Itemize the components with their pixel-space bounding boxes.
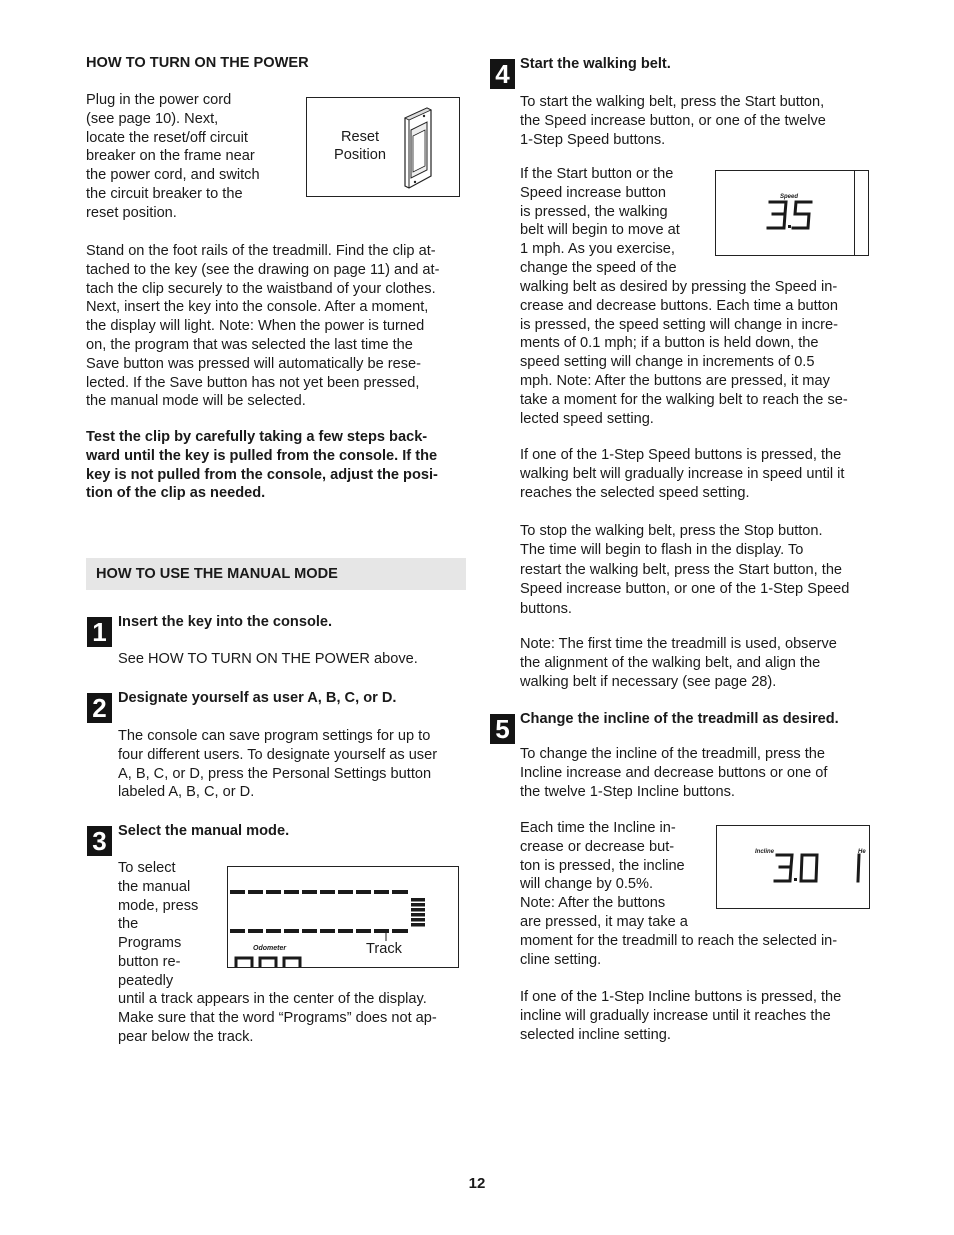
power-heading: HOW TO TURN ON THE POWER [86, 55, 309, 71]
manual-heading: HOW TO USE THE MANUAL MODE [96, 566, 338, 582]
text-line: is pressed, the walking [520, 203, 668, 220]
speed-label: Speed [780, 194, 799, 200]
text-line: If the Start button or the [520, 166, 674, 182]
section-band [86, 558, 466, 590]
step-5-paragraph-2-wide [520, 932, 870, 970]
text-line: ton is pressed, the incline [520, 857, 685, 874]
text-line: Speed increase button, or one of the 1-Step Speed [520, 581, 850, 598]
text-line: belt will begin to move at [520, 222, 680, 239]
text-line: Programs [118, 935, 182, 952]
text-line: Incline increase and decrease buttons or one of [520, 764, 828, 781]
text-line: Each time the Incline in- [520, 820, 676, 836]
step-5-paragraph-2-narrow [520, 819, 710, 932]
step-1-number: 1 [87, 617, 112, 647]
step-4-title: Start the walking belt. [520, 56, 671, 72]
text-line: crease and decrease buttons. Each time a button [520, 297, 839, 314]
text-line: restart the walking belt, press the Start button, the [520, 561, 843, 578]
speed-display-divider [854, 171, 855, 255]
text-line: four different users. To designate yourself as user [118, 746, 438, 763]
text-line: the manual mode will be selected. [86, 393, 306, 410]
text-line: tach the clip securely to the waistband of your clothes. [86, 280, 436, 297]
text-line: (see page 10). Next, [86, 110, 219, 127]
step-3-text-wide [118, 990, 468, 1046]
incline-display-figure [716, 825, 870, 909]
step-4-paragraph-3 [520, 446, 870, 502]
step-5-title: Change the incline of the treadmill as desired. [520, 711, 839, 727]
text-line: the power cord, and switch [86, 167, 260, 184]
text-line: A, B, C, or D, press the Personal Settings button [118, 765, 432, 782]
text-line: To stop the walking belt, press the Stop button. [520, 523, 823, 539]
step-4-paragraph-1 [520, 93, 870, 149]
step-1-title: Insert the key into the console. [118, 614, 333, 630]
text-line: Test the clip by carefully taking a few steps back- [86, 429, 428, 445]
text-line: is pressed, the speed setting will change in incre- [520, 316, 838, 333]
text-line: button re- [118, 953, 181, 970]
power-paragraph-2 [86, 242, 466, 411]
text-line: pear below the track. [118, 1028, 254, 1045]
text-line: mph. Note: After the buttons are pressed, it may [520, 372, 830, 389]
text-line: peatedly [118, 972, 174, 989]
text-line: Make sure that the word “Programs” does not ap- [118, 1009, 437, 1026]
circuit-breaker-icon [397, 104, 459, 192]
step-5-paragraph-3 [520, 988, 870, 1044]
step-4-paragraph-2-wide [520, 278, 870, 428]
text-line: walking belt will gradually increase in speed until it [520, 465, 845, 482]
text-line: tached to the key (see the drawing on page 11) and at- [86, 261, 440, 278]
text-line: ments of 0.1 mph; if a button is held down, the [520, 335, 819, 352]
text-line: To start the walking belt, press the Start button, [520, 94, 825, 110]
text-line: Plug in the power cord [86, 92, 232, 108]
text-line: If one of the 1-Step Speed buttons is pressed, the [520, 447, 842, 463]
text-line: 1 mph. As you exercise, [520, 241, 675, 258]
text-line: crease or decrease but- [520, 838, 675, 855]
text-line: The console can save program settings for up to [118, 728, 431, 744]
text-line: the circuit breaker to the [86, 185, 243, 202]
text-line: breaker on the frame near [86, 148, 255, 165]
speed-lcd-digits [766, 199, 816, 233]
step-4-paragraph-5 [520, 635, 870, 691]
step-4-paragraph-4 [520, 522, 870, 619]
text-line: 1-Step Speed buttons. [520, 131, 666, 148]
incline-label: Incline [755, 849, 775, 855]
text-line: The time will begin to flash in the display. To [520, 542, 804, 559]
figure-label-position: Position [334, 147, 386, 163]
text-line: walking belt as desired by pressing the Speed in- [520, 279, 838, 295]
text-line: mode, press [118, 897, 199, 914]
text-line: To select [118, 860, 176, 876]
step-2-text [118, 727, 468, 802]
speed-display-figure [715, 170, 869, 256]
step-4-number: 4 [490, 59, 515, 89]
text-line: Speed increase button [520, 184, 667, 201]
text-line: cline setting. [520, 951, 602, 968]
text-line: tion of the clip as needed. [86, 485, 266, 502]
text-line: reset position. [86, 204, 177, 221]
odometer-label: Odometer [253, 945, 287, 952]
text-line: key is not pulled from the console, adjust the posi- [86, 466, 438, 483]
text-line: If one of the 1-Step Incline buttons is pressed, the [520, 989, 842, 1005]
text-line: Stand on the foot rails of the treadmill. Find the clip at- [86, 243, 436, 259]
step-3-text-narrow [118, 859, 218, 991]
text-line: ward until the key is pulled from the console. If the [86, 447, 438, 464]
text-line: labeled A, B, C, or D. [118, 784, 255, 801]
step-5-paragraph-1 [520, 745, 870, 801]
text-line: take a moment for the walking belt to reach the se- [520, 391, 848, 408]
text-line: Save button was pressed will automatically be rese- [86, 355, 422, 372]
text-line: the display will light. Note: When the power is turned [86, 318, 425, 335]
power-warning [86, 428, 466, 503]
page-number: 12 [468, 1175, 486, 1192]
step-3-title: Select the manual mode. [118, 823, 290, 839]
track-display-figure [227, 866, 459, 968]
text-line: reaches the selected speed setting. [520, 484, 750, 501]
text-line: will change by 0.5%. [520, 876, 654, 893]
text-line: buttons. [520, 600, 572, 617]
step-1-text: See HOW TO TURN ON THE POWER above. [118, 651, 418, 667]
text-line: speed setting will change in increments of 0.5 [520, 354, 815, 371]
text-line: lected. If the Save button has not yet been pressed, [86, 374, 420, 391]
text-line: To change the incline of the treadmill, press the [520, 746, 826, 762]
power-paragraph-1 [86, 91, 306, 223]
step-2-title: Designate yourself as user A, B, C, or D. [118, 690, 397, 706]
step-2-number: 2 [87, 693, 112, 723]
text-line: on, the program that was selected the last time the [86, 336, 413, 353]
incline-label-2: He [858, 849, 866, 855]
reset-position-figure [306, 97, 460, 197]
step-3-number: 3 [87, 826, 112, 856]
text-line: the manual [118, 878, 191, 895]
text-line: incline will gradually increase until it reaches the [520, 1007, 831, 1024]
text-line: are pressed, it may take a [520, 913, 688, 930]
track-label: Track [366, 941, 402, 957]
figure-label-reset: Reset [340, 129, 380, 145]
incline-lcd-digits [773, 852, 869, 886]
text-line: Next, insert the key into the console. After a moment, [86, 299, 429, 316]
text-line: change the speed of the [520, 259, 677, 276]
text-line: selected incline setting. [520, 1026, 671, 1043]
text-line: Note: After the buttons [520, 895, 666, 912]
text-line: the twelve 1-Step Incline buttons. [520, 783, 735, 800]
text-line: moment for the treadmill to reach the selected in- [520, 933, 838, 949]
step-5-number: 5 [490, 714, 515, 744]
text-line: lected speed setting. [520, 410, 654, 427]
text-line: locate the reset/off circuit [86, 129, 248, 146]
text-line: the alignment of the walking belt, and align the [520, 654, 821, 671]
step-4-paragraph-2-narrow [520, 165, 710, 278]
text-line: walking belt if necessary (see page 28). [520, 673, 777, 690]
text-line: until a track appears in the center of the display. [118, 991, 427, 1007]
text-line: the [118, 916, 139, 933]
text-line: the Speed increase button, or one of the twelve [520, 112, 826, 129]
text-line: Note: The first time the treadmill is used, observe [520, 636, 837, 652]
